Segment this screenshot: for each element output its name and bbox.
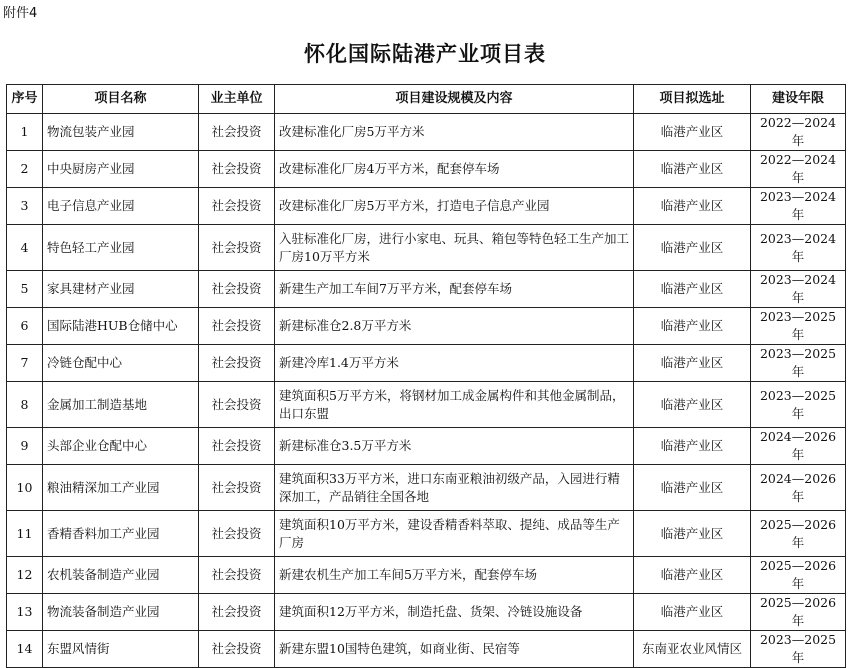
cell-no: 12 (7, 557, 43, 594)
cell-no: 4 (7, 225, 43, 271)
cell-name: 粮油精深加工产业园 (43, 465, 199, 511)
cell-no: 3 (7, 188, 43, 225)
header-name: 项目名称 (43, 85, 199, 114)
document-title: 怀化国际陆港产业项目表 (304, 42, 546, 66)
cell-owner: 社会投资 (199, 188, 275, 225)
cell-period: 2023—2024年 (751, 271, 846, 308)
cell-scope: 改建标准化厂房5万平方米，打造电子信息产业园 (275, 188, 634, 225)
cell-name: 家具建材产业园 (43, 271, 199, 308)
table-row (7, 631, 846, 668)
header-no: 序号 (7, 85, 43, 114)
table-row (7, 308, 846, 345)
cell-period: 2023—2025年 (751, 382, 846, 428)
cell-owner: 社会投资 (199, 151, 275, 188)
cell-scope: 改建标准化厂房5万平方米 (275, 114, 634, 151)
cell-period: 2022—2024年 (751, 151, 846, 188)
cell-name: 电子信息产业园 (43, 188, 199, 225)
header-site: 项目拟选址 (634, 85, 751, 114)
cell-scope: 入驻标准化厂房，进行小家电、玩具、箱包等特色轻工生产加工厂房10万平方米 (275, 225, 634, 271)
table-row (7, 271, 846, 308)
cell-period: 2024—2026年 (751, 465, 846, 511)
table-header (7, 85, 846, 114)
cell-site: 临港产业区 (634, 225, 751, 271)
cell-period: 2022—2024年 (751, 114, 846, 151)
cell-scope: 建筑面积12万平方米，制造托盘、货架、冷链设施设备 (275, 594, 634, 631)
cell-owner: 社会投资 (199, 308, 275, 345)
header-row (7, 85, 846, 114)
attachment-label: 附件4 (3, 6, 38, 21)
cell-site: 临港产业区 (634, 382, 751, 428)
cell-site: 临港产业区 (634, 428, 751, 465)
table-row (7, 151, 846, 188)
table-row (7, 594, 846, 631)
cell-scope: 新建农机生产加工车间5万平方米，配套停车场 (275, 557, 634, 594)
cell-site: 临港产业区 (634, 345, 751, 382)
cell-period: 2023—2024年 (751, 188, 846, 225)
cell-site: 临港产业区 (634, 557, 751, 594)
table-row (7, 114, 846, 151)
header-owner: 业主单位 (199, 85, 275, 114)
cell-site: 临港产业区 (634, 271, 751, 308)
cell-scope: 新建标准仓2.8万平方米 (275, 308, 634, 345)
cell-no: 6 (7, 308, 43, 345)
cell-site: 临港产业区 (634, 511, 751, 557)
cell-scope: 建筑面积33万平方米，进口东南亚粮油初级产品，入园进行精深加工，产品销往全国各地 (275, 465, 634, 511)
cell-period: 2025—2026年 (751, 557, 846, 594)
cell-name: 金属加工制造基地 (43, 382, 199, 428)
cell-scope: 新建生产加工车间7万平方米，配套停车场 (275, 271, 634, 308)
cell-site: 东南亚农业风情区 (634, 631, 751, 668)
cell-name: 香精香料加工产业园 (43, 511, 199, 557)
cell-no: 1 (7, 114, 43, 151)
cell-period: 2023—2025年 (751, 631, 846, 668)
cell-period: 2024—2026年 (751, 428, 846, 465)
cell-period: 2023—2024年 (751, 225, 846, 271)
header-scope: 项目建设规模及内容 (275, 85, 634, 114)
cell-owner: 社会投资 (199, 557, 275, 594)
cell-owner: 社会投资 (199, 225, 275, 271)
cell-no: 2 (7, 151, 43, 188)
cell-name: 头部企业仓配中心 (43, 428, 199, 465)
cell-scope: 改建标准化厂房4万平方米，配套停车场 (275, 151, 634, 188)
cell-no: 13 (7, 594, 43, 631)
cell-site: 临港产业区 (634, 151, 751, 188)
cell-owner: 社会投资 (199, 511, 275, 557)
cell-period: 2023—2025年 (751, 345, 846, 382)
header-period: 建设年限 (751, 85, 846, 114)
cell-name: 冷链仓配中心 (43, 345, 199, 382)
table-row (7, 382, 846, 428)
cell-no: 14 (7, 631, 43, 668)
cell-owner: 社会投资 (199, 382, 275, 428)
table-row (7, 557, 846, 594)
cell-scope: 新建冷库1.4万平方米 (275, 345, 634, 382)
table-row (7, 428, 846, 465)
cell-site: 临港产业区 (634, 114, 751, 151)
cell-owner: 社会投资 (199, 465, 275, 511)
cell-period: 2025—2026年 (751, 511, 846, 557)
table-row (7, 345, 846, 382)
cell-name: 国际陆港HUB仓储中心 (43, 308, 199, 345)
cell-owner: 社会投资 (199, 428, 275, 465)
cell-site: 临港产业区 (634, 594, 751, 631)
cell-owner: 社会投资 (199, 271, 275, 308)
cell-scope: 新建标准仓3.5万平方米 (275, 428, 634, 465)
cell-owner: 社会投资 (199, 345, 275, 382)
cell-no: 11 (7, 511, 43, 557)
table-row (7, 188, 846, 225)
cell-scope: 建筑面积10万平方米，建设香精香料萃取、提纯、成品等生产厂房 (275, 511, 634, 557)
cell-no: 8 (7, 382, 43, 428)
cell-scope: 建筑面积5万平方米，将钢材加工成金属构件和其他金属制品，出口东盟 (275, 382, 634, 428)
cell-name: 东盟风情街 (43, 631, 199, 668)
cell-period: 2023—2025年 (751, 308, 846, 345)
cell-no: 9 (7, 428, 43, 465)
cell-name: 物流装备制造产业园 (43, 594, 199, 631)
cell-site: 临港产业区 (634, 188, 751, 225)
cell-owner: 社会投资 (199, 594, 275, 631)
cell-name: 中央厨房产业园 (43, 151, 199, 188)
cell-owner: 社会投资 (199, 631, 275, 668)
table-row (7, 465, 846, 511)
cell-name: 农机装备制造产业园 (43, 557, 199, 594)
cell-no: 7 (7, 345, 43, 382)
cell-scope: 新建东盟10国特色建筑，如商业街、民宿等 (275, 631, 634, 668)
cell-no: 5 (7, 271, 43, 308)
cell-period: 2025—2026年 (751, 594, 846, 631)
cell-name: 物流包装产业园 (43, 114, 199, 151)
cell-owner: 社会投资 (199, 114, 275, 151)
project-table (6, 84, 846, 668)
table-body (7, 114, 846, 668)
table-row (7, 511, 846, 557)
cell-no: 10 (7, 465, 43, 511)
cell-site: 临港产业区 (634, 308, 751, 345)
table-row (7, 225, 846, 271)
cell-name: 特色轻工产业园 (43, 225, 199, 271)
cell-site: 临港产业区 (634, 465, 751, 511)
